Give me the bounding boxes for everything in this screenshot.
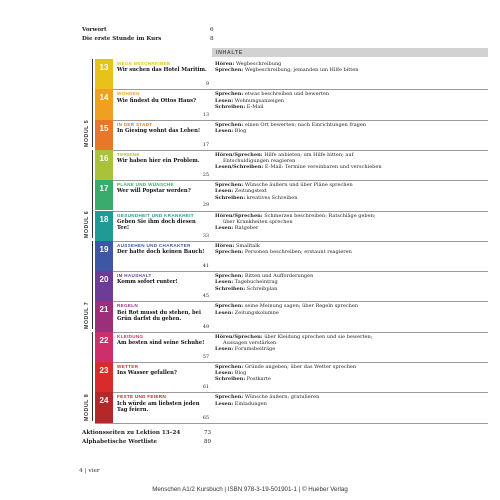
skill-description: Entschuldigungen reagieren: [223, 158, 296, 165]
skill-description: Postkarte: [246, 376, 271, 383]
skill-label: Sprechen:: [215, 364, 244, 370]
lesson-row: [95, 271, 488, 301]
lesson-number-tile: 21: [95, 301, 113, 331]
skill-description: Smalltalk: [235, 242, 260, 249]
lesson-number-tile: 14: [95, 89, 113, 119]
lesson-heading: [117, 152, 207, 164]
lesson-row: [95, 150, 488, 180]
toc-entry-aktionsseiten: [82, 430, 212, 436]
module-label-8: MODUL 8: [84, 393, 90, 421]
lesson-category: GESUNDHEIT UND KRANKHEIT: [117, 212, 194, 218]
lesson-category: WEGE BESCHREIBEN: [117, 61, 171, 66]
toc-entry-page: 73: [204, 430, 212, 436]
content-line: [215, 225, 485, 231]
lesson-page: 41: [202, 264, 209, 270]
lesson-category: TERMINE: [117, 151, 140, 157]
lesson-title: Wir suchen das Hotel Maritim.: [117, 67, 207, 74]
content-line: [215, 286, 485, 292]
content-line: [215, 376, 485, 382]
lesson-title: Komm sofort runter!: [117, 279, 178, 286]
lesson-page: 57: [202, 354, 209, 360]
skill-description: Hilfe anbieten; um Hilfe bitten; auf: [264, 151, 354, 158]
lesson-title: Geben Sie ihm doch diesen Tee!: [117, 218, 196, 231]
skill-label: Sprechen:: [215, 303, 244, 310]
lesson-page: 61: [202, 385, 209, 391]
lesson-row: [95, 180, 488, 210]
skill-description: Wünsche äußern; gratulieren: [244, 394, 320, 401]
lesson-title: Ins Wasser gefallen?: [117, 370, 177, 377]
lesson-contents: [215, 334, 485, 353]
skill-label: Lesen:: [215, 279, 234, 286]
skill-description: Wegbeschreibung; jemanden um Hilfe bitten: [244, 67, 359, 74]
skill-label: Lesen:: [215, 346, 234, 353]
module-label-5: MODUL 5: [84, 119, 90, 147]
lesson-contents: [215, 182, 485, 201]
skill-description: E-Mail: [246, 103, 264, 110]
skill-label: Hören/Sprechen:: [215, 212, 263, 219]
lesson-contents: [215, 213, 485, 232]
lesson-title: Am besten sind seine Schuhe!: [117, 339, 205, 346]
content-line: [215, 128, 485, 134]
skill-label: Sprechen:: [215, 182, 244, 189]
skill-description: Zeitungskolumne: [234, 309, 279, 316]
content-line: [215, 104, 485, 110]
toc-entry-page: 6: [210, 27, 214, 33]
toc-entry-title: Alphabetische Wortliste: [82, 439, 158, 445]
lesson-page: 9: [205, 82, 209, 88]
skill-description: kreatives Schreiben: [246, 194, 298, 201]
skill-label: Sprechen:: [215, 91, 244, 98]
lesson-row: [95, 392, 488, 422]
lesson-page: 33: [202, 233, 209, 239]
lesson-title: Wer will Popstar werden?: [117, 188, 191, 195]
lesson-row: [95, 301, 488, 331]
toc-entry-page: 89: [204, 439, 212, 445]
lesson-title: Wie findest du Ottos Haus?: [117, 97, 197, 104]
lesson-contents: [215, 394, 485, 406]
toc-entry-wortliste: [82, 439, 212, 445]
lesson-title: In Giesing wohnt das Leben!: [117, 127, 201, 134]
skill-description: Ratgeber: [234, 224, 259, 231]
lesson-category: PLÄNE UND WÜNSCHE: [117, 182, 174, 188]
toc-entry-title: Vorwort: [82, 27, 107, 33]
lesson-heading: [117, 273, 207, 285]
toc-entry-vorwort: [82, 27, 214, 33]
lesson-contents: [215, 364, 485, 383]
toc-entry-page: 8: [210, 36, 214, 42]
skill-description: Bitten und Aufforderungen: [244, 273, 314, 280]
lesson-category: FESTE UND FEIERN: [117, 394, 166, 400]
module-label-6: MODUL 6: [84, 210, 90, 238]
inhalte-header: INHALTE: [212, 48, 488, 57]
skill-label: Lesen:: [215, 97, 234, 104]
lesson-title: Der hatte doch keinen Bauch!: [117, 249, 205, 255]
lesson-heading: [117, 303, 207, 322]
skill-description: einen Ort bewerten; nach Einrichtungen fragen: [244, 121, 367, 128]
toc-entry-title: Aktionsseiten zu Lektion 13–24: [82, 430, 181, 436]
lesson-contents: [215, 243, 485, 255]
lesson-number-tile: 24: [95, 392, 113, 422]
skill-description: seine Meinung sagen; über Regeln sprechen: [244, 303, 359, 310]
lesson-contents: [215, 61, 485, 73]
lesson-heading: [117, 91, 207, 103]
lesson-number-tile: 15: [95, 120, 113, 150]
row-divider: [95, 423, 488, 424]
skill-label: Schreiben:: [215, 376, 246, 383]
lesson-page: 13: [202, 112, 209, 118]
skill-description: Personen beschreiben; erstaunt reagieren: [244, 249, 352, 255]
lesson-contents: [215, 152, 485, 171]
skill-label: Hören/Sprechen:: [215, 151, 263, 158]
lesson-row: [95, 332, 488, 362]
skill-label: Lesen:: [215, 370, 234, 377]
skill-description: Zeitungstext: [234, 188, 267, 195]
skill-label: Schreiben:: [215, 285, 246, 292]
lesson-page: 49: [202, 324, 209, 330]
module-bracket-8: [92, 332, 93, 421]
skill-label: Hören:: [215, 61, 235, 67]
lesson-page: 45: [202, 294, 209, 300]
content-line: [215, 401, 485, 407]
skill-description: über Krankheiten sprechen: [223, 218, 293, 225]
lesson-number-tile: 19: [95, 241, 113, 271]
lesson-heading: [117, 61, 207, 73]
lesson-category: WETTER: [117, 364, 139, 369]
module-bracket-5: [92, 59, 93, 147]
lesson-row: [95, 120, 488, 150]
lesson-page: 17: [202, 142, 209, 148]
lesson-category: IM HAUSHALT: [117, 273, 152, 279]
lesson-heading: [117, 122, 207, 134]
lesson-number-tile: 23: [95, 362, 113, 392]
content-line: [215, 310, 485, 316]
toc-entry-erste-stunde: [82, 36, 214, 42]
lesson-heading: [117, 243, 207, 255]
content-line: [215, 164, 485, 170]
skill-description: Schmerzen beschreiben; Ratschläge geben;: [264, 212, 376, 219]
lesson-category: REGELN: [117, 303, 138, 309]
lesson-number-tile: 22: [95, 332, 113, 362]
lesson-number-tile: 17: [95, 180, 113, 210]
skill-description: Einladungen: [234, 400, 267, 407]
skill-description: Schreibplan: [246, 285, 278, 292]
content-line: [215, 67, 485, 73]
lesson-contents: [215, 91, 485, 110]
lesson-number-tile: 18: [95, 211, 113, 241]
lesson-row: [95, 362, 488, 392]
skill-description: Aussagen verstärken: [223, 339, 277, 346]
skill-label: Sprechen:: [215, 394, 244, 401]
skill-label: Hören:: [215, 242, 235, 249]
skill-description: über Kleidung sprechen und sie bewerten;: [264, 333, 373, 340]
lesson-heading: [117, 394, 207, 413]
lesson-page: 65: [202, 415, 209, 421]
skill-label: Lesen:: [215, 127, 234, 134]
content-line: [215, 346, 485, 352]
skill-label: Sprechen:: [215, 273, 244, 280]
skill-description: Forumsbeiträge: [234, 346, 276, 353]
skill-description: Blog: [234, 370, 247, 377]
skill-description: Wohnungsanzeigen: [234, 97, 285, 104]
lesson-row: [95, 211, 488, 241]
lesson-contents: [215, 303, 485, 315]
lesson-row: [95, 241, 488, 271]
lesson-category: IN DER STADT: [117, 121, 153, 127]
content-line: [215, 195, 485, 201]
skill-label: Lesen:: [215, 309, 234, 316]
lesson-heading: [117, 182, 207, 194]
lesson-category: KLEIDUNG: [117, 333, 144, 339]
skill-label: Hören/Sprechen:: [215, 333, 263, 340]
lesson-row: [95, 59, 488, 89]
lesson-category: WOHNEN: [117, 91, 140, 97]
content-line: [215, 249, 485, 255]
skill-description: Wegbeschreibung: [235, 61, 282, 67]
skill-label: Lesen:: [215, 400, 234, 407]
skill-label: Sprechen:: [215, 67, 244, 74]
skill-description: E-Mail: Termine vereinbaren und verschieben: [264, 164, 382, 171]
lesson-contents: [215, 273, 485, 292]
module-bracket-6: [92, 150, 93, 238]
lesson-number-tile: 16: [95, 150, 113, 180]
skill-label: Schreiben:: [215, 194, 246, 201]
lesson-row: [95, 89, 488, 119]
skill-label: Lesen:: [215, 188, 234, 195]
skill-description: Wünsche äußern und über Pläne sprechen: [244, 182, 353, 189]
lesson-heading: [117, 364, 207, 376]
lesson-contents: [215, 122, 485, 134]
lesson-title: Ich würde am liebsten jeden Tag feiern.: [117, 400, 200, 413]
skill-label: Sprechen:: [215, 249, 244, 255]
skill-label: Sprechen:: [215, 121, 244, 128]
lesson-number-tile: 20: [95, 271, 113, 301]
lesson-heading: [117, 334, 207, 346]
page-number: 4 | vier: [79, 468, 100, 474]
module-label-7: MODUL 7: [84, 301, 90, 329]
lesson-heading: [117, 213, 207, 232]
skill-label: Schreiben:: [215, 103, 246, 110]
lesson-page: 25: [202, 173, 209, 179]
footer-text: Menschen A1/2 Kursbuch | ISBN 978-3-19-501901-1 | © Hueber Verlag: [152, 486, 348, 493]
lesson-title: Bei Rot musst du stehen, bei Grün darfst du gehen.: [117, 309, 201, 322]
lesson-category: AUSSEHEN UND CHARAKTER: [117, 242, 191, 248]
skill-label: Lesen:: [215, 224, 234, 231]
skill-description: Blog: [234, 127, 247, 134]
skill-description: etwas beschreiben und bewerten: [244, 91, 330, 98]
lesson-number-tile: 13: [95, 59, 113, 89]
lesson-page: 29: [202, 203, 209, 209]
lesson-title: Wir haben hier ein Problem.: [117, 158, 200, 165]
module-bracket-7: [92, 241, 93, 329]
skill-description: Tagebucheintrag: [234, 279, 278, 286]
toc-entry-title: Die erste Stunde im Kurs: [82, 36, 162, 42]
skill-description: Gründe angeben; über das Wetter sprechen: [244, 364, 357, 370]
skill-label: Lesen/Schreiben:: [215, 164, 264, 171]
